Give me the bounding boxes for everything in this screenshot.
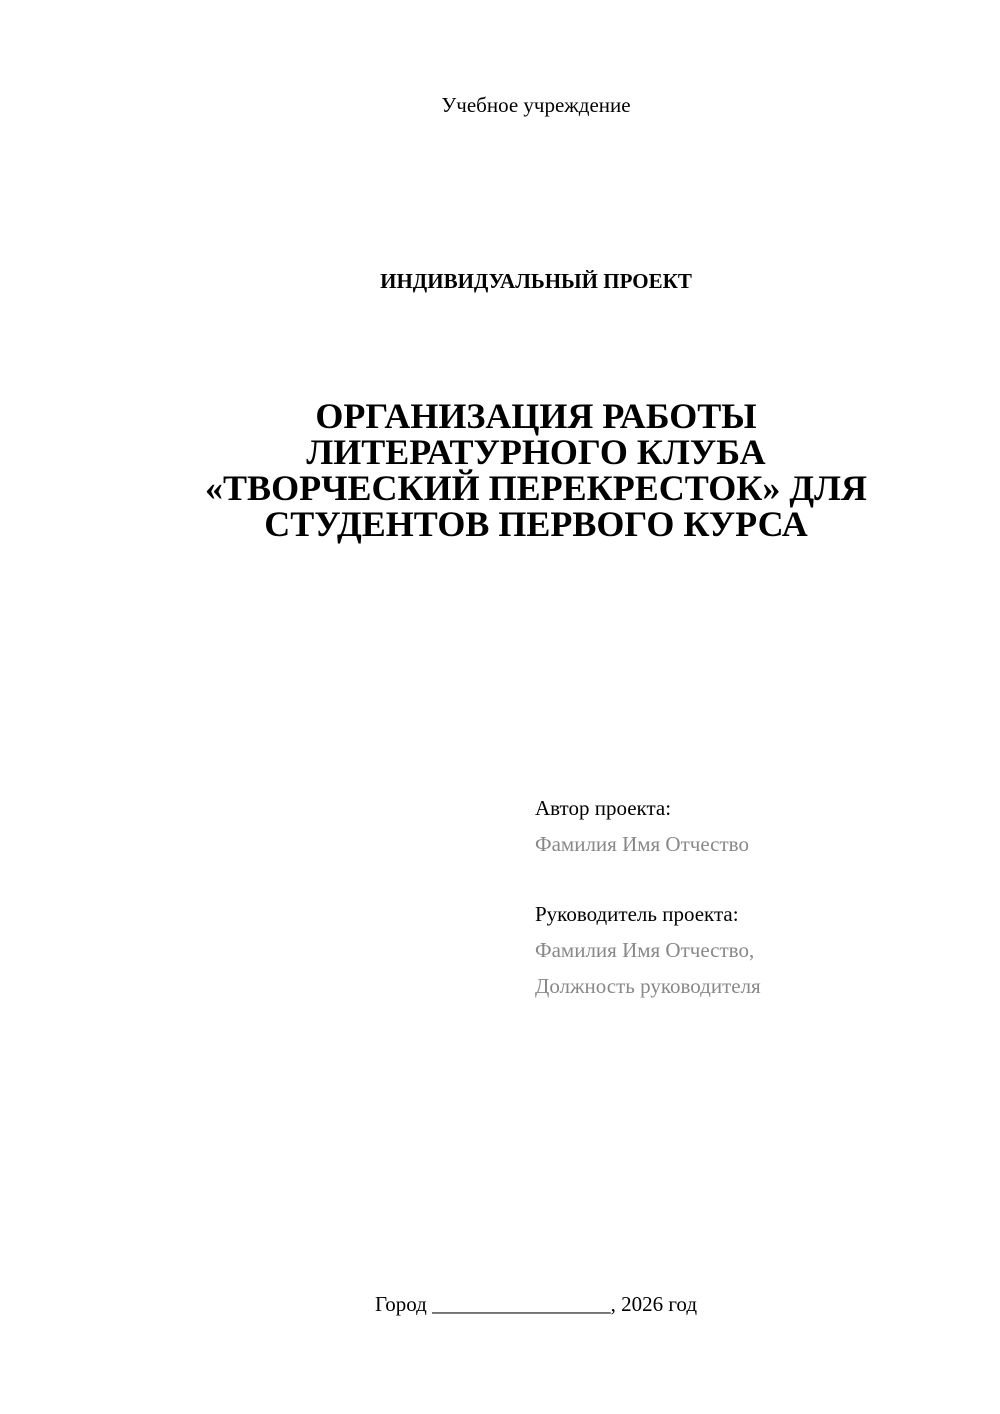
author-name: Фамилия Имя Отчество	[535, 832, 749, 856]
city-year-line: Город _________________, 2026 год	[374, 1292, 698, 1316]
supervisor-name: Фамилия Имя Отчество,	[535, 938, 755, 962]
supervisor-position: Должность руководителя	[535, 974, 761, 998]
supervisor-label: Руководитель проекта:	[535, 902, 739, 926]
institution-name: Учебное учреждение	[441, 93, 631, 117]
title-line: ОРГАНИЗАЦИЯ РАБОТЫ	[315, 396, 757, 436]
spacer	[535, 862, 975, 896]
credits-block	[535, 790, 975, 1004]
title-line: СТУДЕНТОВ ПЕРВОГО КУРСА	[264, 504, 808, 544]
project-title	[120, 398, 952, 542]
title-line: ЛИТЕРАТУРНОГО КЛУБА	[306, 432, 766, 472]
author-label: Автор проекта:	[535, 796, 672, 820]
title-line: «ТВОРЧЕСКИЙ ПЕРЕКРЕСТОК» ДЛЯ	[205, 468, 867, 508]
document-type: ИНДИВИДУАЛЬНЫЙ ПРОЕКТ	[380, 269, 692, 293]
